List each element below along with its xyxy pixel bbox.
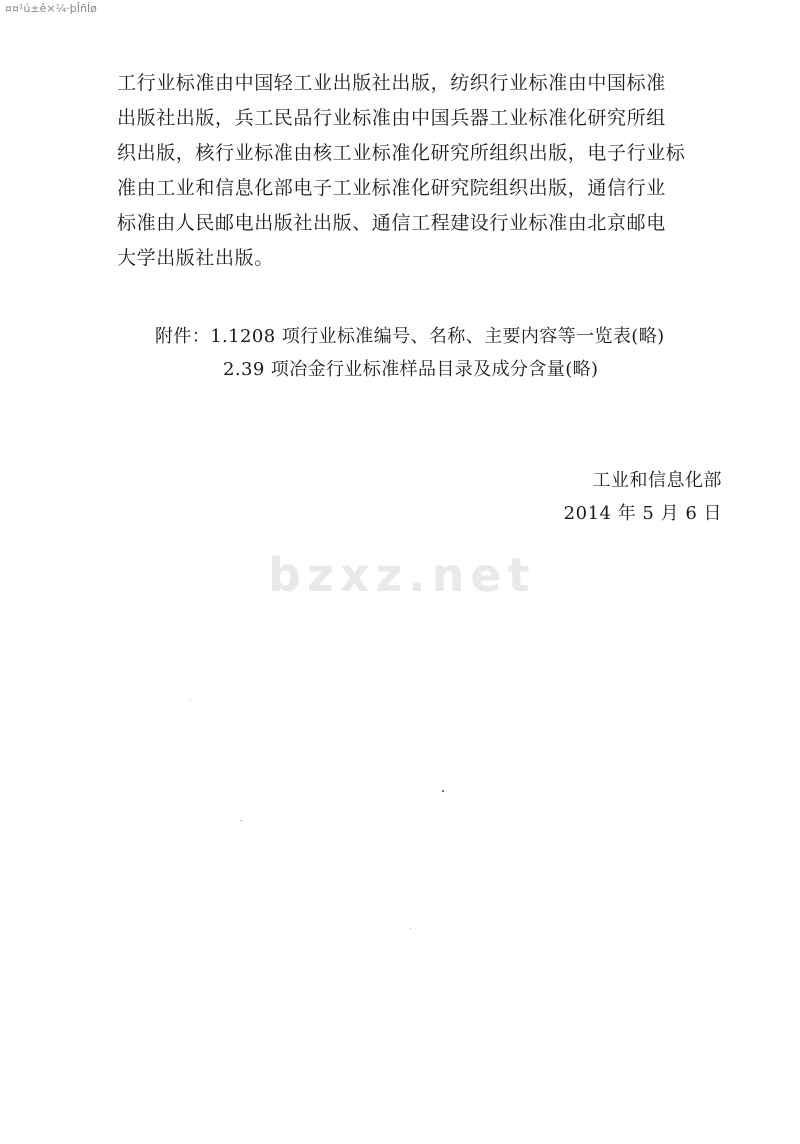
body-line-2: 出版社出版，兵工民品行业标准由中国兵器工业标准化研究所组 (117, 107, 666, 129)
page-corner-text: ¤¤¹ú±ê×¼·þÎñÍø (5, 2, 97, 15)
attachment-item-1: 附件：1.1208 项行业标准编号、名称、主要内容等一览表(略) (155, 326, 665, 347)
body-line-3: 织出版，核行业标准由核工业标准化研究所组织出版，电子行业标 (117, 142, 686, 164)
body-paragraph (117, 66, 737, 276)
scan-speck (442, 790, 444, 792)
signature-block (564, 464, 722, 530)
body-line-1: 工行业标准由中国轻工业出版社出版，纺织行业标准由中国标准 (117, 72, 666, 94)
body-line-4: 准由工业和信息化部电子工业标准化研究院组织出版，通信行业 (117, 177, 666, 199)
scan-speck (410, 928, 411, 929)
scan-speck (240, 820, 242, 821)
attachment-item-2: 2.39 项冶金行业标准样品目录及成分含量(略) (223, 359, 599, 380)
attachments-list (155, 320, 665, 386)
issue-date: 2014 年 5 月 6 日 (563, 503, 722, 524)
body-line-6: 大学出版社出版。 (117, 247, 274, 269)
scan-speck (190, 700, 191, 701)
body-line-5: 标准由人民邮电出版社出版、通信工程建设行业标准由北京邮电 (117, 212, 666, 234)
watermark: bzxz.net (268, 548, 536, 602)
issuing-organization: 工业和信息化部 (592, 470, 722, 491)
